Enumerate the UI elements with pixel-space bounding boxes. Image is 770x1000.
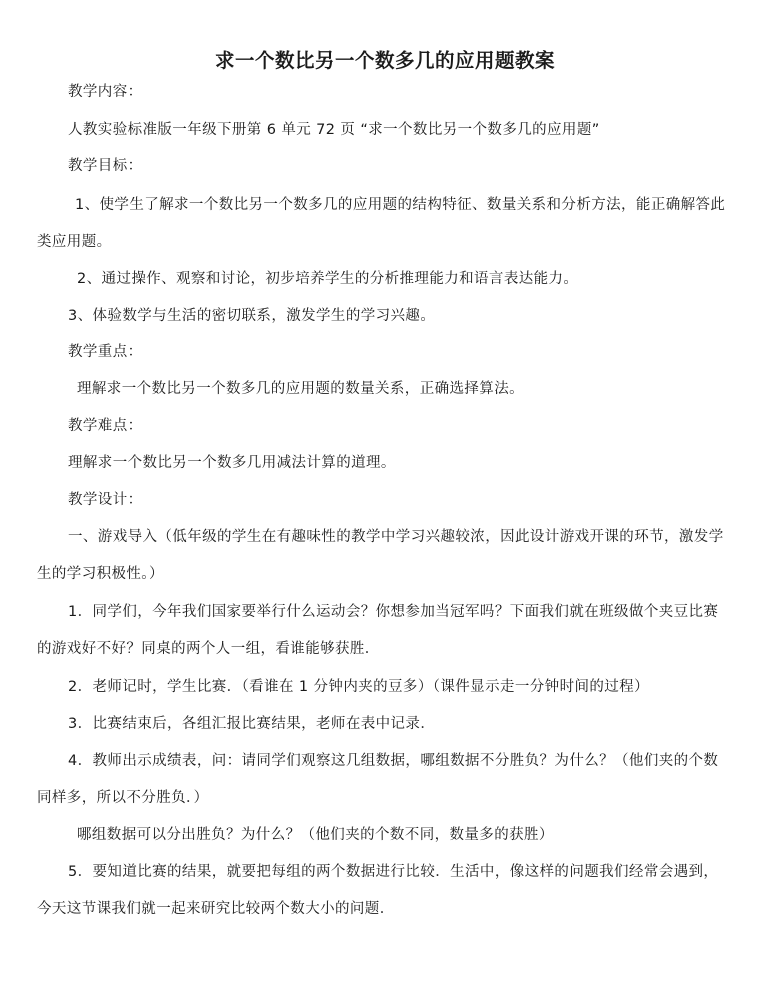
- document-title: 求一个数比另一个数多几的应用题教案: [214, 49, 555, 72]
- design-step-3: 3．比赛结束后，各组汇报比赛结果，老师在表中记录．: [68, 716, 436, 732]
- design-step-2: 2．老师记时，学生比赛．（看谁在 1 分钟内夹的豆多）（课件显示走一分钟时间的过程）: [68, 679, 649, 695]
- design-step-4-followup: 哪组数据可以分出胜负？为什么？（他们夹的个数不同，数量多的获胜）: [77, 827, 554, 843]
- section-heading-difficulties: 教学难点：: [68, 418, 143, 434]
- design-step-4: 4．教师出示成绩表，问：请同学们观察这几组数据，哪组数据不分胜负？为什么？（他们夹的个数同样多，所以不分胜负．）: [37, 753, 719, 806]
- section-heading-objectives: 教学目标：: [68, 158, 143, 174]
- section-heading-content: 教学内容：: [68, 84, 143, 100]
- difficulty-text: 理解求一个数比另一个数多几用减法计算的道理。: [68, 455, 396, 471]
- objective-item-2: 2、通过操作、观察和讨论，初步培养学生的分析推理能力和语言表达能力。: [77, 271, 579, 287]
- design-part-1: 一、游戏导入（低年级的学生在有趣味性的教学中学习兴趣较浓，因此设计游戏开课的环节，激发学生的学习积极性。）: [37, 529, 724, 582]
- design-step-5: 5．要知道比赛的结果，就要把每组的两个数据进行比较．生活中，像这样的问题我们经常会遇到，今天这节课我们就一起来研究比较两个数大小的问题．: [37, 864, 719, 917]
- section-heading-design: 教学设计：: [68, 492, 143, 508]
- design-step-1: 1．同学们，今年我们国家要举行什么运动会？你想参加当冠军吗？下面我们就在班级做个夹豆比赛的游戏好不好？同桌的两个人一组，看谁能够获胜．: [37, 604, 719, 657]
- objective-item-1: 1、使学生了解求一个数比另一个数多几的应用题的结构特征、数量关系和分析方法，能正确解答此类应用题。: [37, 197, 726, 250]
- objective-item-3: 3、体验数学与生活的密切联系，激发学生的学习兴趣。: [68, 308, 436, 324]
- section-heading-key-points: 教学重点：: [68, 344, 143, 360]
- paragraph-content: 人教实验标准版一年级下册第 6 单元 72 页 “求一个数比另一个数多几的应用题”: [68, 122, 600, 138]
- key-point-text: 理解求一个数比另一个数多几的应用题的数量关系，正确选择算法。: [77, 381, 524, 397]
